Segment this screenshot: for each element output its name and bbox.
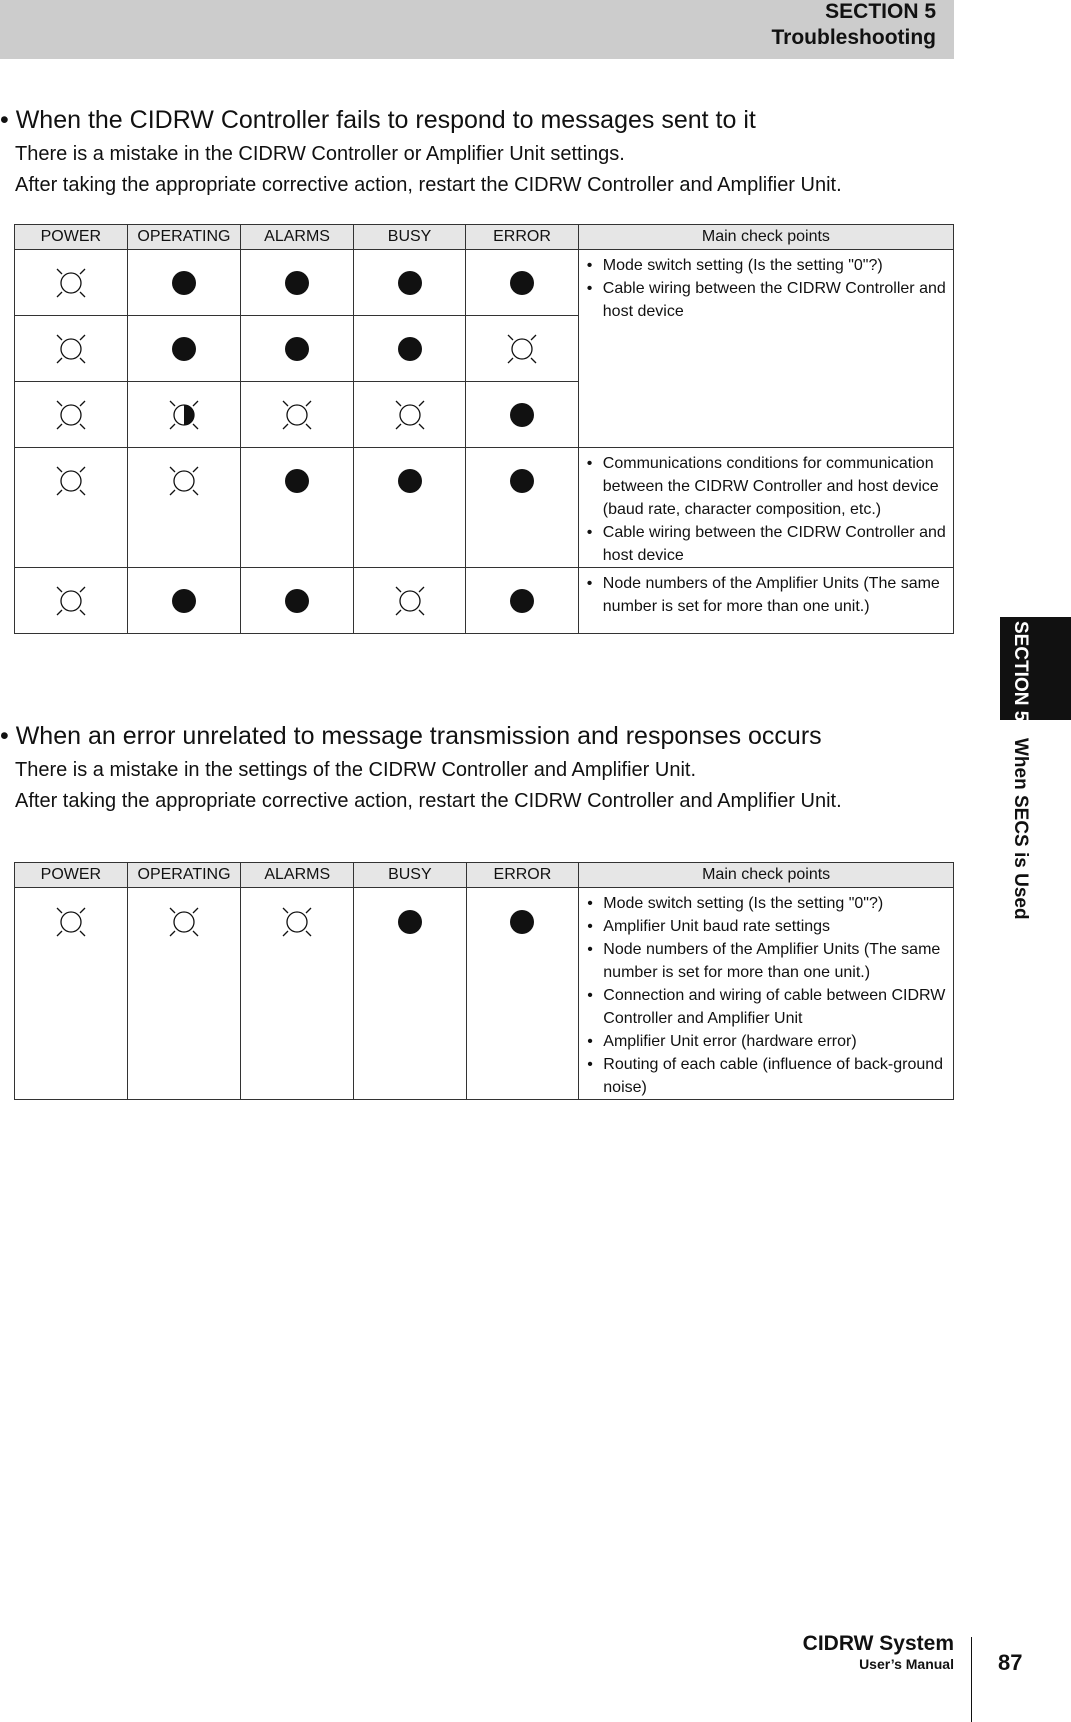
off-indicator-icon [502,461,542,501]
off-indicator-icon [164,581,204,621]
led-cell [127,448,240,568]
check-points-list [583,452,947,567]
table-header-row [15,225,954,250]
col-alarms: ALARMS [241,225,354,250]
col-power: POWER [15,225,128,250]
led-cell [241,382,354,448]
led-cell [466,382,579,448]
led-cell [466,568,579,634]
footer-title [803,1632,954,1672]
table-row [15,448,954,568]
header-section-label: SECTION 5 [825,0,936,23]
off-indicator-icon [502,263,542,303]
led-cell [353,316,465,382]
led-cell [466,250,579,316]
led-cell [353,568,465,634]
led-cell [353,448,465,568]
lit-indicator-icon [51,461,91,501]
list-item: • Routing of each cable (influence of back-ground noise) [583,1053,947,1099]
led-cell [241,448,354,568]
indicator-table-2 [14,862,954,1100]
lit-indicator-icon [277,902,317,942]
off-indicator-icon [502,581,542,621]
indicator-table-1 [14,224,954,634]
check-points-cell [578,250,953,448]
led-cell [15,382,128,448]
off-indicator-icon [277,581,317,621]
led-cell [353,250,465,316]
list-item: • Node numbers of the Amplifier Units (The same number is set for more than one unit.) [583,938,947,984]
led-cell [15,250,128,316]
led-cell [127,250,240,316]
col-busy: BUSY [353,225,465,250]
col-operating: OPERATING [127,225,240,250]
header-section-title: Troubleshooting [771,26,936,49]
led-cell [15,888,128,1100]
flashing-indicator-icon [164,395,204,435]
list-item: • Cable wiring between the CIDRW Controller and host device [583,277,947,323]
off-indicator-icon [502,902,542,942]
block2-title: • When an error unrelated to message transmission and responses occurs [0,722,822,750]
lit-indicator-icon [390,581,430,621]
off-indicator-icon [390,461,430,501]
col-error: ERROR [466,863,579,888]
off-indicator-icon [164,329,204,369]
col-main-check-points: Main check points [579,863,954,888]
off-indicator-icon [390,902,430,942]
led-cell [127,316,240,382]
check-points-list [583,254,947,323]
lit-indicator-icon [390,395,430,435]
col-busy: BUSY [354,863,466,888]
list-item: • Connection and wiring of cable between CIDRW Controller and Amplifier Unit [583,984,947,1030]
list-item: • Mode switch setting (Is the setting "0"?) [583,892,947,915]
off-indicator-icon [390,329,430,369]
lit-indicator-icon [164,902,204,942]
led-cell [241,568,354,634]
table-header-row [15,863,954,888]
off-indicator-icon [277,263,317,303]
led-cell [466,448,579,568]
led-cell [353,382,465,448]
lit-indicator-icon [51,263,91,303]
check-points-list [583,572,947,618]
section-header-bar [0,0,954,59]
page-number: 87 [998,1650,1023,1675]
led-cell [15,316,128,382]
block1-line2: After taking the appropriate corrective action, restart the CIDRW Controller and Amplifier Unit. [15,174,842,196]
col-main-check-points: Main check points [578,225,953,250]
led-cell [354,888,466,1100]
col-operating: OPERATING [127,863,241,888]
footer-manual: User’s Manual [859,1656,954,1672]
col-power: POWER [15,863,128,888]
lit-indicator-icon [164,461,204,501]
led-cell [466,888,579,1100]
led-cell [241,250,354,316]
table-row [15,568,954,634]
list-item: • Amplifier Unit error (hardware error) [583,1030,947,1053]
led-cell [127,382,240,448]
table-row [15,888,954,1100]
lit-indicator-icon [51,329,91,369]
check-points-cell [578,448,953,568]
check-points-cell [578,568,953,634]
lit-indicator-icon [502,329,542,369]
off-indicator-icon [390,263,430,303]
led-cell [127,568,240,634]
lit-indicator-icon [277,395,317,435]
led-cell [127,888,241,1100]
list-item: • Cable wiring between the CIDRW Controller and host device [583,521,947,567]
off-indicator-icon [164,263,204,303]
col-alarms: ALARMS [241,863,354,888]
led-cell [241,888,354,1100]
section-header [772,0,936,51]
check-points-cell [579,888,954,1100]
list-item: • Node numbers of the Amplifier Units (The same number is set for more than one unit.) [583,572,947,618]
block1-line1: There is a mistake in the CIDRW Controller or Amplifier Unit settings. [15,143,625,165]
off-indicator-icon [502,395,542,435]
lit-indicator-icon [51,902,91,942]
off-indicator-icon [277,461,317,501]
led-cell [15,568,128,634]
list-item: • Communications conditions for communication between the CIDRW Controller and host device (baud rate, character composition, etc.) [583,452,947,521]
led-cell [466,316,579,382]
footer-product: CIDRW System [802,1632,954,1655]
lit-indicator-icon [51,395,91,435]
side-tab-section: SECTION 5 [1010,621,1031,722]
list-item: • Amplifier Unit baud rate settings [583,915,947,938]
col-error: ERROR [466,225,579,250]
off-indicator-icon [277,329,317,369]
block2-line2: After taking the appropriate corrective action, restart the CIDRW Controller and Amplifier Unit. [15,790,842,812]
block1-title: • When the CIDRW Controller fails to respond to messages sent to it [0,106,756,134]
check-points-list [583,892,947,1099]
block2-line1: There is a mistake in the settings of the CIDRW Controller and Amplifier Unit. [15,759,697,781]
table-row [15,250,954,316]
footer-divider [971,1637,972,1722]
led-cell [15,448,128,568]
side-tab-topic: When SECS is Used [1010,738,1031,920]
led-cell [241,316,354,382]
lit-indicator-icon [51,581,91,621]
list-item: • Mode switch setting (Is the setting "0"?) [583,254,947,277]
side-section-label [1004,621,1036,920]
